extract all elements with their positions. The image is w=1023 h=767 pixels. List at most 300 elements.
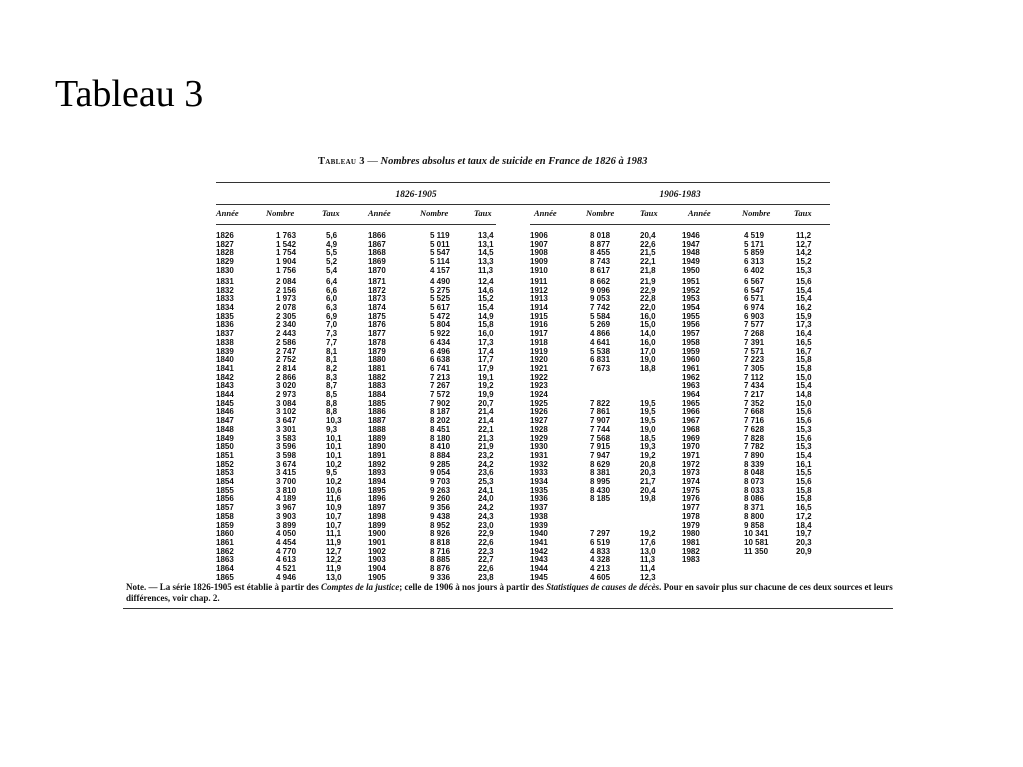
table-cell: 8 455	[590, 248, 611, 258]
table-cell: 15,8	[796, 364, 812, 373]
table-cell: 17,6	[640, 538, 656, 547]
scanned-table	[118, 150, 898, 620]
table-cell: 6 434	[430, 337, 451, 347]
table-cell: 1911	[530, 277, 548, 286]
table-cell: 15,8	[796, 485, 812, 495]
table-cell: 11,6	[326, 494, 342, 504]
table-cell: 7 782	[744, 442, 765, 452]
table-cell: 8 086	[744, 494, 765, 504]
header-taux: Taux	[794, 208, 812, 218]
table-cell: 1920	[530, 355, 548, 365]
table-cell: 7 217	[744, 390, 765, 400]
table-cell: 1926	[530, 407, 548, 417]
table-cell: 1904	[368, 564, 386, 574]
table-cell: 21,3	[478, 433, 494, 443]
table-cell: 1 756	[276, 265, 297, 275]
table-cell: 7 628	[744, 424, 765, 434]
table-cell: 15,5	[796, 468, 812, 478]
year-column	[216, 452, 266, 539]
table-cell: 7 915	[590, 442, 611, 452]
table-cell: 1969	[682, 433, 700, 443]
table-cell: 1850	[216, 442, 234, 452]
rate-column	[634, 539, 682, 582]
table-cell: 14,9	[478, 311, 494, 321]
table-cell: 8 381	[590, 468, 611, 478]
table-cell: 1921	[530, 364, 548, 373]
table-cell: 1861	[216, 538, 234, 547]
table-cell: 16,2	[796, 303, 812, 313]
table-cell: 1842	[216, 372, 234, 382]
table-cell: 1967	[682, 416, 700, 426]
table-cell: 7 742	[590, 303, 611, 313]
table-cell: 2 340	[276, 320, 297, 330]
table-cell: 1977	[682, 503, 700, 513]
table-cell: 7 434	[744, 381, 765, 391]
table-cell: 1897	[368, 503, 386, 513]
table-cell: 6,0	[326, 294, 338, 304]
table-cell: 9,5	[326, 468, 338, 478]
table-cell: 20,9	[796, 546, 812, 556]
table-cell: 1919	[530, 346, 548, 356]
table-cell: 1887	[368, 416, 386, 426]
table-cell: 15,4	[478, 303, 494, 313]
table-cell	[640, 374, 682, 383]
table-cell: 1934	[530, 477, 548, 487]
table-cell: 1847	[216, 416, 234, 426]
table-cell: 1928	[530, 424, 548, 434]
table-cell: 8 818	[430, 538, 451, 547]
table-cell: 1974	[682, 477, 700, 487]
table-cell: 7,0	[326, 320, 338, 330]
table-cell: 17,3	[478, 337, 494, 347]
table-cell: 1929	[530, 433, 548, 443]
table-cell: 17,7	[478, 355, 494, 365]
note-middle: ; celle de 1906 à nos jours à partir des	[399, 582, 544, 592]
table-cell: 1865	[216, 572, 234, 582]
table-cell: 1964	[682, 390, 700, 400]
rate-column	[634, 232, 682, 275]
table-cell: 1956	[682, 320, 700, 330]
table-cell: 15,6	[796, 277, 812, 286]
count-column	[734, 365, 790, 452]
table-cell: 8 877	[590, 239, 611, 249]
table-cell: 2 814	[276, 364, 297, 373]
table-cell: 9 053	[590, 294, 611, 304]
count-column	[420, 278, 472, 365]
table-cell: 5,5	[326, 248, 338, 258]
table-cell: 1975	[682, 485, 700, 495]
table-cell: 1966	[682, 407, 700, 417]
table-cell: 2 443	[276, 329, 297, 339]
table-cell: 20,4	[640, 231, 656, 240]
table-cell: 14,8	[796, 390, 812, 400]
table-cell: 9 096	[590, 285, 611, 295]
year-column	[216, 539, 266, 582]
table-cell: 7 907	[590, 416, 611, 426]
table-cell: 2 866	[276, 372, 297, 382]
table-cell: 7 902	[430, 398, 451, 408]
table-cell: 7,7	[326, 337, 338, 347]
table-cell: 1 763	[276, 231, 297, 240]
table-cell: 17,3	[796, 320, 812, 330]
table-cell: 17,9	[478, 364, 494, 373]
table-cell: 1837	[216, 329, 234, 339]
table-cell: 1908	[530, 248, 548, 258]
table-cell: 4 050	[276, 529, 297, 539]
table-cell: 15,8	[796, 355, 812, 365]
table-cell: 8 451	[430, 424, 451, 434]
table-cell: 12,7	[796, 239, 812, 249]
table-cell: 1952	[682, 285, 700, 295]
table-cell: 1946	[682, 231, 700, 240]
year-column	[682, 539, 734, 582]
table-cell: 3 020	[276, 381, 297, 391]
table-cell: 5,6	[326, 231, 338, 240]
row-group	[530, 278, 830, 365]
table-cell: 1918	[530, 337, 548, 347]
table-cell: 8 876	[430, 564, 451, 574]
year-column	[530, 539, 580, 582]
table-cell: 9 858	[744, 520, 765, 530]
table-cell: 15,6	[796, 407, 812, 417]
table-cell: 10 341	[744, 529, 769, 539]
table-cell: 1863	[216, 555, 234, 565]
table-cell: 1878	[368, 337, 386, 347]
table-cell: 5 011	[430, 239, 450, 249]
table-cell: 1881	[368, 364, 386, 373]
table-cell	[744, 565, 790, 574]
table-cell: 15,4	[796, 294, 812, 304]
table-cell: 8 743	[590, 257, 611, 267]
table-cell: 19,2	[478, 381, 494, 391]
table-cell: 13,0	[326, 572, 342, 582]
table-cell: 18,5	[640, 433, 656, 443]
table-cell: 5 275	[430, 285, 451, 295]
rate-column	[790, 232, 826, 275]
table-cell: 21,4	[478, 416, 494, 426]
table-cell: 1943	[530, 555, 548, 565]
table-cell: 24,1	[478, 485, 494, 495]
table-cell: 11,3	[640, 555, 656, 565]
table-cell: 4 521	[276, 564, 297, 574]
table-cell: 1836	[216, 320, 234, 330]
table-cell: 8 629	[590, 459, 611, 469]
count-column	[580, 278, 634, 365]
table-cell: 1827	[216, 239, 234, 249]
table-cell: 21,8	[640, 265, 656, 275]
table-cell: 1841	[216, 364, 234, 373]
table-cell: 12,3	[640, 572, 656, 582]
table-cell: 5 538	[590, 346, 611, 356]
table-cell: 7 305	[744, 364, 765, 373]
table-cell: 1844	[216, 390, 234, 400]
table-cell: 1923	[530, 381, 548, 391]
rate-column	[634, 278, 682, 365]
table-cell: 9 054	[430, 468, 451, 478]
table-cell: 1915	[530, 311, 548, 321]
table-cell: 13,3	[478, 257, 494, 267]
rate-column	[320, 365, 368, 452]
year-column	[216, 232, 266, 275]
row-group	[530, 452, 830, 539]
header-annee: Année	[368, 208, 391, 218]
table-cell: 1848	[216, 424, 234, 434]
count-column	[580, 539, 634, 582]
table-cell: 19,5	[640, 407, 656, 417]
table-cell: 1903	[368, 555, 386, 565]
table-cell: 7 822	[590, 398, 611, 408]
table-cell: 11,2	[796, 231, 812, 240]
table-cell: 7 267	[430, 381, 451, 391]
table-cell: 19,3	[640, 442, 656, 452]
table-cell: 1958	[682, 337, 700, 347]
table-cell: 19,8	[640, 494, 656, 504]
table-cell: 5 114	[430, 257, 450, 267]
table-cell: 1910	[530, 265, 548, 275]
table-cell: 15,6	[796, 477, 812, 487]
table-cell: 3 598	[276, 451, 297, 460]
table-cell: 1889	[368, 433, 386, 443]
table-cell: 21,4	[478, 407, 494, 417]
table-cell: 1905	[368, 572, 386, 582]
table-cell: 18,8	[640, 364, 656, 373]
table-cell: 9 438	[430, 511, 451, 521]
rate-column	[790, 278, 826, 365]
table-cell: 1891	[368, 451, 386, 460]
table-cell: 1962	[682, 372, 700, 382]
table-cell: 1834	[216, 303, 234, 313]
table-cell: 8 410	[430, 442, 451, 452]
table-cell: 11,4	[640, 564, 656, 574]
table-cell: 3 102	[276, 407, 297, 417]
table-cell: 1868	[368, 248, 386, 258]
table-cell: 15,9	[796, 311, 812, 321]
table-cell: 1957	[682, 329, 700, 339]
period-rule	[530, 204, 830, 205]
table-cell: 1941	[530, 538, 548, 547]
table-cell: 11,3	[478, 265, 494, 275]
table-cell: 1856	[216, 494, 234, 504]
table-cell	[796, 556, 826, 565]
table-cell: 4 613	[276, 555, 297, 565]
table-cell: 6 496	[430, 346, 451, 356]
year-column	[682, 365, 734, 452]
year-column	[216, 278, 266, 365]
table-cell: 15,2	[478, 294, 494, 304]
table-cell: 14,6	[478, 285, 494, 295]
table-cell: 3 415	[276, 468, 297, 478]
table-cell: 1954	[682, 303, 700, 313]
table-cell: 8 185	[590, 494, 611, 504]
table-cell: 1835	[216, 311, 234, 321]
rate-column	[634, 365, 682, 452]
table-note	[126, 582, 898, 603]
table-cell: 8,7	[326, 381, 338, 391]
bottom-rule	[123, 608, 893, 609]
table-cell: 7 890	[744, 451, 765, 460]
caption-label: Tableau 3	[318, 156, 365, 167]
table-cell: 15,0	[640, 320, 656, 330]
header-taux: Taux	[474, 208, 492, 218]
table-cell: 8 926	[430, 529, 451, 539]
table-cell: 1925	[530, 398, 548, 408]
table-cell	[640, 513, 682, 522]
table-cell: 21,9	[640, 277, 656, 286]
table-cell: 1846	[216, 407, 234, 417]
table-cell: 15,3	[796, 424, 812, 434]
header-nombre: Nombre	[742, 208, 771, 218]
column-headers	[530, 208, 830, 220]
table-cell: 15,6	[796, 433, 812, 443]
table-cell: 7,3	[326, 329, 338, 339]
table-cell: 1831	[216, 277, 234, 286]
table-cell: 5 269	[590, 320, 611, 330]
count-column	[734, 539, 790, 582]
table-cell: 1906	[530, 231, 548, 240]
table-cell: 23,0	[478, 520, 494, 530]
count-column	[580, 232, 634, 275]
table-cell: 19,2	[640, 529, 656, 539]
table-cell: 15,3	[796, 265, 812, 275]
table-cell: 3 596	[276, 442, 297, 452]
table-cell: 7 213	[430, 372, 451, 382]
table-cell: 1883	[368, 381, 386, 391]
table-cell: 21,7	[640, 477, 656, 487]
note-suffix: . Pour en savoir plus sur chacune de ces deux sources et leurs différences, voir chap. 2.	[126, 582, 893, 603]
table-cell: 1876	[368, 320, 386, 330]
row-group	[530, 365, 830, 452]
table-cell: 1849	[216, 433, 234, 443]
year-column	[368, 278, 420, 365]
table-cell: 22,0	[640, 303, 656, 313]
table-cell: 1890	[368, 442, 386, 452]
note-source-1: Comptes de la justice	[321, 582, 400, 592]
table-cell: 1980	[682, 529, 700, 539]
table-cell: 5,2	[326, 257, 338, 267]
table-cell: 1864	[216, 564, 234, 574]
rate-column	[634, 452, 682, 539]
table-cell: 1896	[368, 494, 386, 504]
table-cell: 10,7	[326, 511, 342, 521]
table-cell	[744, 556, 790, 565]
table-cell: 20,3	[796, 538, 812, 547]
table-cell: 5 584	[590, 311, 611, 321]
rate-column	[472, 365, 512, 452]
table-cell: 8,1	[326, 346, 338, 356]
table-cell	[590, 504, 634, 513]
table-cell: 1880	[368, 355, 386, 365]
table-cell: 3 084	[276, 398, 297, 408]
rate-column	[472, 539, 512, 582]
table-cell: 5 525	[430, 294, 451, 304]
table-cell: 1885	[368, 398, 386, 408]
header-rule	[216, 224, 496, 225]
table-cell: 1860	[216, 529, 234, 539]
table-cell: 1979	[682, 520, 700, 530]
table-cell: 9 703	[430, 477, 451, 487]
table-cell: 1953	[682, 294, 700, 304]
table-cell: 7 668	[744, 407, 765, 417]
count-column	[420, 365, 472, 452]
table-cell: 8,8	[326, 398, 338, 408]
slide-title: Tableau 3	[55, 73, 204, 115]
table-cell: 12,7	[326, 546, 342, 556]
table-cell: 22,9	[640, 285, 656, 295]
table-cell: 8 018	[590, 231, 611, 240]
table-cell: 1982	[682, 546, 700, 556]
table-cell: 16,0	[640, 337, 656, 347]
table-cell: 15,2	[796, 257, 812, 267]
table-cell: 1938	[530, 511, 548, 521]
table-cell: 5 804	[430, 320, 451, 330]
table-cell: 1981	[682, 538, 700, 547]
table-cell: 9 260	[430, 494, 451, 504]
table-cell: 24,0	[478, 494, 494, 504]
table-cell: 1839	[216, 346, 234, 356]
table-cell: 8 048	[744, 468, 765, 478]
table-cell: 16,5	[796, 337, 812, 347]
table-cell: 22,6	[478, 564, 494, 574]
table-cell: 5 119	[430, 231, 450, 240]
table-cell: 1930	[530, 442, 548, 452]
count-column	[266, 539, 320, 582]
period-label: 1826-1905	[395, 190, 437, 200]
table-cell: 1936	[530, 494, 548, 504]
rate-column	[320, 278, 368, 365]
table-cell: 20,7	[478, 398, 494, 408]
table-cell: 6,3	[326, 303, 338, 313]
table-cell: 16,1	[796, 459, 812, 469]
table-cell: 18,4	[796, 520, 812, 530]
table-cell: 12,2	[326, 555, 342, 565]
table-cell: 8 187	[430, 407, 451, 417]
table-cell: 1851	[216, 451, 234, 460]
table-cell	[590, 374, 634, 383]
table-cell	[590, 513, 634, 522]
table-cell: 15,6	[796, 416, 812, 426]
table-cell: 17,0	[640, 346, 656, 356]
header-rule	[530, 224, 830, 225]
table-cell: 19,0	[640, 424, 656, 434]
table-cell: 22,6	[478, 538, 494, 547]
count-column	[580, 452, 634, 539]
table-cell: 10,1	[326, 433, 342, 443]
table-cell: 1875	[368, 311, 386, 321]
table-cell: 1922	[530, 372, 548, 382]
table-cell: 1950	[682, 265, 700, 275]
table-cell: 2 747	[276, 346, 297, 356]
count-column	[420, 232, 472, 275]
table-cell: 6 567	[744, 277, 765, 286]
table-cell: 6 571	[744, 294, 765, 304]
header-taux: Taux	[640, 208, 658, 218]
table-cell: 1968	[682, 424, 700, 434]
table-cell: 1873	[368, 294, 386, 304]
table-cell: 8 430	[590, 485, 611, 495]
table-cell: 1971	[682, 451, 700, 460]
table-cell: 1892	[368, 459, 386, 469]
table-cell: 23,8	[478, 572, 494, 582]
table-cell: 1838	[216, 337, 234, 347]
header-nombre: Nombre	[586, 208, 615, 218]
table-cell: 1845	[216, 398, 234, 408]
table-cell	[640, 382, 682, 391]
year-column	[530, 452, 580, 539]
table-cell: 19,0	[640, 355, 656, 365]
table-cell: 7 947	[590, 451, 611, 460]
table-cell: 8 033	[744, 485, 765, 495]
period-label: 1906-1983	[659, 190, 701, 200]
